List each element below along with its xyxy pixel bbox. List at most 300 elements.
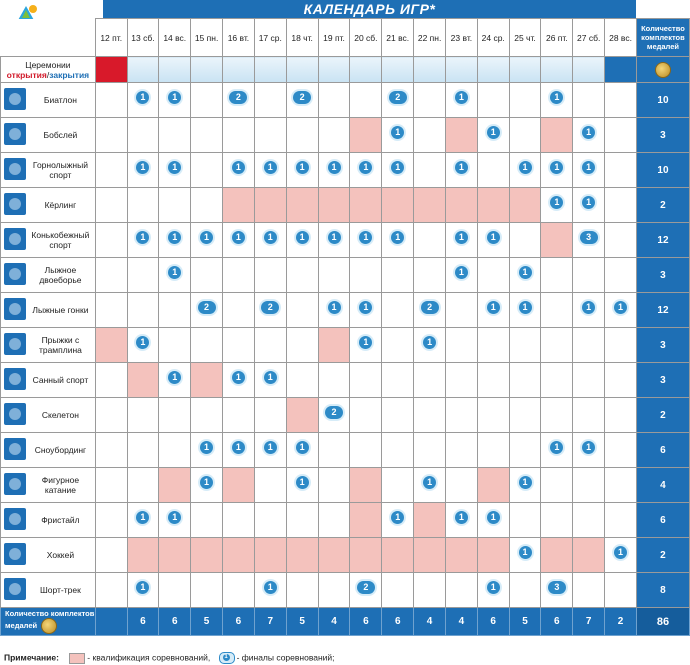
qualification-cell — [127, 363, 159, 398]
final-cell — [223, 153, 255, 188]
empty-cell — [191, 398, 223, 433]
sport-total: 2 — [636, 398, 689, 433]
empty-cell — [446, 573, 478, 608]
empty-cell — [509, 223, 541, 258]
mountain-banner-cell — [382, 57, 414, 83]
final-badge-icon — [198, 474, 215, 491]
final-cell — [159, 153, 191, 188]
day-header: 23 вт. — [446, 19, 478, 57]
empty-cell — [382, 328, 414, 363]
header-row — [1, 19, 690, 57]
empty-cell — [159, 328, 191, 363]
final-cell — [254, 153, 286, 188]
empty-cell — [573, 328, 605, 363]
final-cell — [191, 433, 223, 468]
sport-row — [1, 188, 690, 223]
final-badge-icon — [580, 159, 597, 176]
empty-cell — [286, 328, 318, 363]
sport-name-cell — [1, 503, 96, 538]
final-badge-icon — [389, 229, 406, 246]
final-cell — [414, 328, 446, 363]
qualification-cell — [350, 118, 382, 153]
final-badge-icon — [517, 159, 534, 176]
sport-row — [1, 573, 690, 608]
final-count: 1 — [455, 161, 468, 174]
final-cell — [318, 223, 350, 258]
final-count: 1 — [487, 511, 500, 524]
empty-cell — [605, 363, 637, 398]
empty-cell — [254, 258, 286, 293]
final-badge-icon — [294, 439, 311, 456]
qualification-cell — [414, 503, 446, 538]
final-cell — [286, 468, 318, 503]
empty-cell — [477, 153, 509, 188]
sport-name: Прыжки с трамплина — [38, 335, 82, 355]
final-count: 1 — [168, 91, 181, 104]
empty-cell — [573, 503, 605, 538]
daily-totals-row — [1, 608, 690, 636]
final-badge-icon — [389, 509, 406, 526]
final-count: 1 — [519, 161, 532, 174]
final-badge-icon — [230, 439, 247, 456]
sport-name: Шорт-трек — [39, 585, 81, 595]
final-badge-icon — [517, 474, 534, 491]
empty-cell — [350, 433, 382, 468]
empty-cell — [350, 83, 382, 118]
empty-cell — [223, 328, 255, 363]
empty-cell — [605, 573, 637, 608]
final-count: 1 — [359, 161, 372, 174]
sport-name-cell — [1, 363, 96, 398]
empty-cell — [414, 363, 446, 398]
day-header: 14 вс. — [159, 19, 191, 57]
empty-cell — [191, 83, 223, 118]
note-qualification: - квалификация соревнований, — [87, 652, 211, 663]
mountain-banner-cell — [159, 57, 191, 83]
sport-name-cell — [1, 433, 96, 468]
final-cell — [573, 188, 605, 223]
final-badge-icon — [357, 334, 374, 351]
qualification-cell — [318, 328, 350, 363]
empty-cell — [382, 398, 414, 433]
final-count: 1 — [487, 581, 500, 594]
final-badge-icon — [198, 229, 215, 246]
final-cell — [127, 153, 159, 188]
final-count: 1 — [359, 231, 372, 244]
final-count: 3 — [548, 581, 566, 594]
final-badge-icon — [453, 229, 470, 246]
final-count: 1 — [391, 126, 404, 139]
empty-cell — [509, 503, 541, 538]
gold-medal-icon — [655, 62, 671, 78]
final-count: 1 — [136, 91, 149, 104]
final-count: 1 — [296, 231, 309, 244]
empty-cell — [159, 433, 191, 468]
final-cell — [382, 223, 414, 258]
games-calendar-table — [0, 18, 690, 636]
sport-row — [1, 118, 690, 153]
empty-cell — [605, 83, 637, 118]
final-cell — [573, 433, 605, 468]
empty-cell — [382, 468, 414, 503]
qualification-cell — [223, 538, 255, 573]
empty-cell — [95, 188, 127, 223]
empty-cell — [159, 573, 191, 608]
empty-cell — [541, 363, 573, 398]
final-count: 1 — [200, 476, 213, 489]
biathlon-icon — [4, 88, 26, 110]
final-badge-icon — [262, 369, 279, 386]
daily-total: 4 — [318, 608, 350, 636]
sport-name: Бобслей — [43, 130, 78, 140]
qualification-cell — [573, 538, 605, 573]
final-count: 1 — [232, 441, 245, 454]
final-badge-icon — [453, 159, 470, 176]
final-cell — [541, 188, 573, 223]
empty-cell — [318, 258, 350, 293]
sport-name: Сноубординг — [34, 445, 87, 455]
final-cell — [159, 503, 191, 538]
empty-cell — [95, 118, 127, 153]
empty-cell — [605, 328, 637, 363]
empty-cell — [95, 258, 127, 293]
empty-cell — [127, 188, 159, 223]
ski-jumping-icon — [4, 333, 26, 355]
empty-cell — [573, 398, 605, 433]
mountain-banner-cell — [414, 57, 446, 83]
empty-cell — [127, 468, 159, 503]
medal-header-cell — [636, 57, 689, 83]
final-cell — [477, 503, 509, 538]
final-cell — [254, 573, 286, 608]
final-badge-icon — [421, 334, 438, 351]
final-badge-icon — [262, 439, 279, 456]
sport-row — [1, 258, 690, 293]
final-badge-icon — [166, 159, 183, 176]
sport-name-cell — [1, 398, 96, 433]
empty-cell — [605, 188, 637, 223]
sport-row — [1, 328, 690, 363]
final-count: 1 — [519, 476, 532, 489]
final-cell — [286, 83, 318, 118]
final-count: 1 — [136, 581, 149, 594]
snowboard-icon — [4, 438, 26, 460]
day-header: 19 пт. — [318, 19, 350, 57]
empty-cell — [477, 83, 509, 118]
day-header: 21 вс. — [382, 19, 414, 57]
empty-cell — [286, 573, 318, 608]
final-cell — [350, 293, 382, 328]
daily-total: 4 — [414, 608, 446, 636]
final-badge-icon — [166, 509, 183, 526]
empty-cell — [223, 293, 255, 328]
final-cell — [159, 223, 191, 258]
empty-cell — [414, 573, 446, 608]
final-count: 1 — [519, 546, 532, 559]
sport-row — [1, 398, 690, 433]
sport-row — [1, 433, 690, 468]
final-cell — [127, 223, 159, 258]
empty-cell — [414, 118, 446, 153]
final-cell — [382, 83, 414, 118]
final-cell — [573, 153, 605, 188]
grand-total: 86 — [636, 608, 689, 636]
sport-name: Фристайл — [41, 515, 80, 525]
mountain-banner-cell — [223, 57, 255, 83]
day-header: 17 ср. — [254, 19, 286, 57]
qualification-cell — [254, 188, 286, 223]
final-badge-icon — [580, 124, 597, 141]
empty-cell — [509, 433, 541, 468]
empty-cell — [605, 223, 637, 258]
qualification-cell — [223, 188, 255, 223]
final-count: 1 — [487, 301, 500, 314]
final-count: 2 — [421, 301, 439, 314]
empty-cell — [286, 258, 318, 293]
sport-total: 10 — [636, 153, 689, 188]
empty-cell — [95, 433, 127, 468]
ceremonies-label — [1, 57, 96, 83]
empty-cell — [573, 363, 605, 398]
sport-name: Фигурное катание — [41, 475, 80, 495]
empty-cell — [127, 293, 159, 328]
empty-cell — [541, 258, 573, 293]
sport-total: 8 — [636, 573, 689, 608]
empty-cell — [223, 118, 255, 153]
qualification-cell — [254, 538, 286, 573]
final-cell — [127, 83, 159, 118]
final-cell — [414, 293, 446, 328]
final-cell — [318, 398, 350, 433]
empty-cell — [191, 328, 223, 363]
sport-total: 6 — [636, 503, 689, 538]
empty-cell — [95, 398, 127, 433]
final-badge-icon — [357, 159, 374, 176]
final-count: 2 — [389, 91, 407, 104]
day-header: 15 пн. — [191, 19, 223, 57]
daily-total: 5 — [191, 608, 223, 636]
final-badge-icon — [134, 159, 151, 176]
curling-icon — [4, 193, 26, 215]
daily-total: 6 — [350, 608, 382, 636]
sport-name: Конькобежный спорт — [31, 230, 90, 250]
sport-name: Хоккей — [46, 550, 75, 560]
final-count: 1 — [136, 511, 149, 524]
sport-total: 3 — [636, 328, 689, 363]
final-cell — [223, 363, 255, 398]
note-final: - финалы соревнований; — [236, 652, 335, 663]
final-cell — [223, 433, 255, 468]
sport-row — [1, 223, 690, 258]
empty-cell — [446, 433, 478, 468]
empty-cell — [350, 363, 382, 398]
final-count: 1 — [232, 371, 245, 384]
final-cell — [446, 83, 478, 118]
final-badge-icon — [230, 159, 247, 176]
final-count: 2 — [198, 301, 216, 314]
final-badge-icon — [485, 299, 502, 316]
empty-cell — [541, 398, 573, 433]
sport-total: 3 — [636, 363, 689, 398]
empty-cell — [414, 83, 446, 118]
qualification-cell — [191, 363, 223, 398]
qualification-cell — [318, 538, 350, 573]
qualification-cell — [350, 538, 382, 573]
opening-ceremony-cell — [95, 57, 127, 83]
final-cell — [254, 433, 286, 468]
sport-name-cell — [1, 293, 96, 328]
empty-cell — [191, 118, 223, 153]
sport-name: Кёрлинг — [44, 200, 77, 210]
final-cell — [382, 503, 414, 538]
final-cell — [477, 223, 509, 258]
empty-cell — [446, 398, 478, 433]
empty-cell — [191, 573, 223, 608]
empty-cell — [159, 398, 191, 433]
final-cell — [159, 83, 191, 118]
final-badge-icon: 1 — [219, 652, 235, 664]
empty-cell — [254, 83, 286, 118]
empty-cell — [605, 118, 637, 153]
final-count: 1 — [550, 441, 563, 454]
final-badge-icon — [262, 159, 279, 176]
figure-skating-icon — [4, 473, 26, 495]
day-header: 26 пт. — [541, 19, 573, 57]
final-cell — [318, 153, 350, 188]
empty-cell — [477, 433, 509, 468]
final-count: 2 — [229, 91, 247, 104]
final-cell — [509, 293, 541, 328]
empty-cell — [286, 293, 318, 328]
empty-cell — [318, 83, 350, 118]
qualification-cell — [159, 468, 191, 503]
final-count: 1 — [232, 161, 245, 174]
final-badge-icon — [294, 474, 311, 491]
empty-cell — [446, 328, 478, 363]
cross-country-icon — [4, 298, 26, 320]
empty-cell — [318, 118, 350, 153]
qualification-cell — [414, 538, 446, 573]
day-header: 12 пт. — [95, 19, 127, 57]
empty-cell — [286, 363, 318, 398]
sport-name-cell — [1, 538, 96, 573]
sport-name-cell — [1, 223, 96, 258]
empty-cell — [318, 503, 350, 538]
sport-name: Горнолыжный спорт — [32, 160, 88, 180]
sport-name-cell — [1, 328, 96, 363]
final-count: 1 — [168, 371, 181, 384]
closing-word: закрытия — [49, 69, 90, 80]
mountain-banner-cell — [477, 57, 509, 83]
final-cell — [509, 258, 541, 293]
qualification-cell — [95, 328, 127, 363]
final-count: 1 — [328, 301, 341, 314]
sport-total: 2 — [636, 538, 689, 573]
final-cell — [350, 328, 382, 363]
empty-cell — [573, 83, 605, 118]
final-badge-icon — [580, 194, 597, 211]
empty-cell — [382, 573, 414, 608]
qualification-cell — [159, 538, 191, 573]
empty-cell — [95, 223, 127, 258]
final-count: 1 — [296, 161, 309, 174]
empty-cell — [127, 118, 159, 153]
final-cell — [509, 468, 541, 503]
qualification-cell — [382, 188, 414, 223]
sport-name: Лыжное двоеборье — [39, 265, 82, 285]
final-count: 1 — [232, 231, 245, 244]
sport-row — [1, 503, 690, 538]
sport-name-cell — [1, 83, 96, 118]
final-count: 1 — [168, 231, 181, 244]
freestyle-icon — [4, 508, 26, 530]
sport-total: 4 — [636, 468, 689, 503]
day-header: 24 ср. — [477, 19, 509, 57]
day-header: 27 сб. — [573, 19, 605, 57]
daily-total: 2 — [605, 608, 637, 636]
sport-row — [1, 153, 690, 188]
final-badge-icon — [166, 89, 183, 106]
final-count: 1 — [168, 266, 181, 279]
sport-name: Лыжные гонки — [32, 305, 89, 315]
empty-cell — [159, 188, 191, 223]
empty-cell — [95, 363, 127, 398]
daily-total — [95, 608, 127, 636]
luge-icon — [4, 368, 26, 390]
sport-name-cell — [1, 118, 96, 153]
final-badge-icon — [580, 299, 597, 316]
final-badge-icon — [294, 229, 311, 246]
final-badge-icon — [166, 229, 183, 246]
final-cell — [286, 153, 318, 188]
final-badge-icon — [357, 299, 374, 316]
empty-cell — [254, 118, 286, 153]
opening-word: открытия — [6, 69, 47, 80]
final-badge-icon — [548, 89, 565, 106]
empty-cell — [350, 398, 382, 433]
sport-total: 10 — [636, 83, 689, 118]
empty-cell — [573, 258, 605, 293]
qualification-cell — [446, 188, 478, 223]
empty-cell — [509, 83, 541, 118]
empty-cell — [541, 468, 573, 503]
final-count: 1 — [582, 301, 595, 314]
gold-medal-icon — [41, 618, 57, 634]
bobsleigh-icon — [4, 123, 26, 145]
empty-cell — [159, 293, 191, 328]
empty-cell — [509, 118, 541, 153]
final-count: 1 — [423, 476, 436, 489]
empty-cell — [509, 363, 541, 398]
sport-total: 2 — [636, 188, 689, 223]
daily-total: 7 — [254, 608, 286, 636]
qualification-cell — [477, 468, 509, 503]
qualification-cell — [191, 538, 223, 573]
final-count: 1 — [582, 126, 595, 139]
empty-cell — [541, 503, 573, 538]
sport-name-cell — [1, 188, 96, 223]
short-track-icon — [4, 578, 26, 600]
mountain-banner-cell — [127, 57, 159, 83]
empty-cell — [541, 293, 573, 328]
sport-row — [1, 538, 690, 573]
sport-name-cell — [1, 468, 96, 503]
final-count: 1 — [455, 266, 468, 279]
final-count: 1 — [359, 301, 372, 314]
empty-cell — [95, 468, 127, 503]
daily-totals-label — [1, 608, 96, 636]
sport-name-cell — [1, 258, 96, 293]
